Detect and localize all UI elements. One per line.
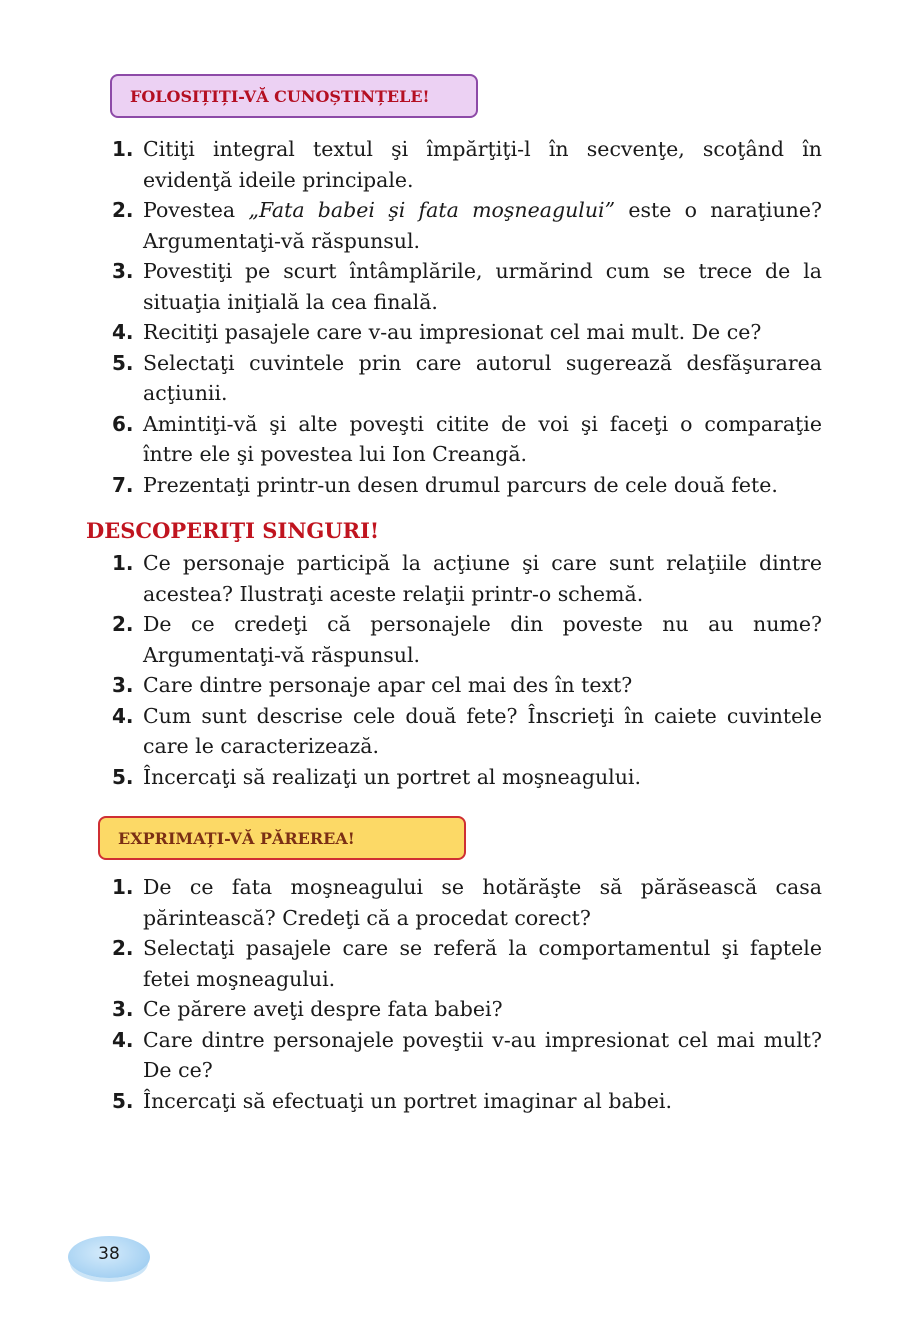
item-number: 7. [112,472,134,497]
item-text: Amintiţi-vă şi alte poveşti citite de voi şi faceţi o comparaţie între ele şi povestea lui Ion Creangă. [143,411,822,466]
item-text: Prezentaţi printr-un desen drumul parcurs de cele două fete. [143,472,778,497]
item-number: 4. [112,1027,134,1052]
item-text: Citiţi integral textul şi împărţiţi-l în secvenţe, scoţând în evidenţă ideile principale. [143,137,822,192]
question-list-descoperiti [112,548,822,792]
list-item [112,762,822,793]
item-text: Care dintre personajele poveştii v-au impresionat cel mai mult? De ce? [143,1027,822,1082]
item-number: 5. [112,764,134,789]
item-number: 1. [112,137,134,161]
item-number: 5. [112,350,134,375]
list-item [112,317,822,348]
item-number: 2. [112,936,134,960]
item-number: 1. [112,875,134,899]
list-item [112,348,822,409]
item-text-suffix: este o naraţiune? Argumentaţi-vă răspunsul. [143,198,822,253]
item-text: De ce credeţi că personajele din poveste nu au nume? Argumentaţi-vă răspunsul. [143,612,822,667]
item-text: Ce părere aveţi despre fata babei? [143,997,503,1021]
section-title: EXPRIMAȚI-VĂ PĂREREA! [118,828,355,848]
question-list-folositi [112,134,822,500]
item-text: Povestiţi pe scurt întâmplările, urmărind cum se trece de la situaţia iniţială la cea finală. [143,259,822,314]
page-number-badge [68,1236,150,1278]
list-item [112,470,822,501]
item-text: Selectaţi cuvintele prin care autorul sugerează desfăşurarea acţiunii. [143,350,822,405]
question-list-exprimati [112,872,822,1116]
item-number: 2. [112,612,134,636]
item-text: Selectaţi pasajele care se referă la comportamentul şi faptele fetei moşneagului. [143,936,822,991]
list-item [112,1086,822,1117]
item-number: 4. [112,703,134,728]
item-number: 3. [112,673,134,697]
story-title: „Fata babei şi fata moşneagului” [248,198,616,222]
page-number: 38 [98,1244,120,1264]
list-item [112,134,822,195]
item-number: 2. [112,198,134,222]
item-number: 1. [112,551,134,575]
list-item [112,701,822,762]
item-text: Ce personaje participă la acţiune şi care sunt relaţiile dintre acestea? Ilustraţi aceste relaţii printr-o schemă. [143,551,822,606]
item-text: Care dintre personaje apar cel mai des în text? [143,673,633,697]
list-item [112,872,822,933]
item-number: 6. [112,411,134,436]
list-item [112,609,822,670]
item-text [143,195,822,256]
list-item [112,933,822,994]
item-number: 4. [112,320,134,344]
item-text-prefix: Povestea [143,198,249,222]
list-item [112,195,822,256]
item-number: 3. [112,997,134,1021]
list-item [112,409,822,470]
list-item [112,256,822,317]
item-text: Recitiţi pasajele care v-au impresionat cel mai mult. De ce? [143,320,762,344]
item-number: 3. [112,259,134,283]
item-text: Încercaţi să efectuaţi un portret imaginar al babei. [143,1088,673,1113]
list-item [112,994,822,1025]
section-title: FOLOSIȚIȚI-VĂ CUNOȘTINȚELE! [130,86,430,106]
item-text: De ce fata moşneagului se hotărăşte să părăsească casa părintească? Credeţi că a procedat corect? [143,875,822,930]
section-banner-folositi [110,74,478,118]
section-banner-exprimati [98,816,466,860]
item-text: Încercaţi să realizaţi un portret al moşneagului. [143,764,642,789]
item-number: 5. [112,1088,134,1113]
item-text: Cum sunt descrise cele două fete? Înscrieţi în caiete cuvintele care le caracterizează. [143,703,822,758]
section-heading-descoperiti: DESCOPERIŢI SINGURI! [86,518,380,543]
list-item [112,1025,822,1086]
list-item [112,548,822,609]
list-item [112,670,822,701]
